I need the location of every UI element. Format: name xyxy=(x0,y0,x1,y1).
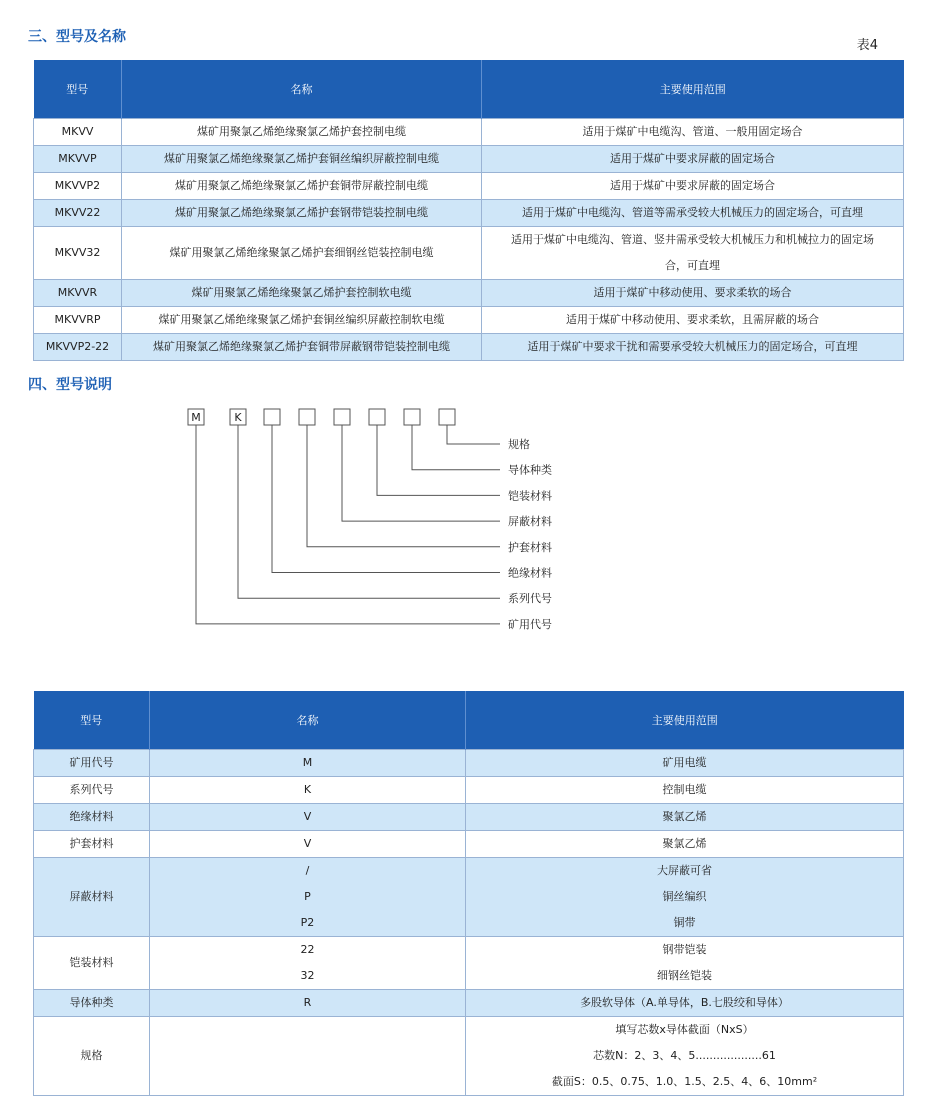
code-label: 系列代号 xyxy=(508,592,552,606)
cell-name: 煤矿用聚氯乙烯绝缘聚氯乙烯护套控制电缆 xyxy=(122,118,482,145)
cell-model: MKVVP xyxy=(34,145,122,172)
header-name: 名称 xyxy=(150,691,466,749)
cell-model: MKVV32 xyxy=(34,226,122,279)
cell-scope: 适用于煤矿中移动使用、要求柔软的场合 xyxy=(482,279,904,306)
cell-desc: 铜带 xyxy=(673,915,696,929)
table-header-row xyxy=(34,691,904,749)
table-row xyxy=(34,776,904,803)
cell-scope: 适用于煤矿中要求屏蔽的固定场合 xyxy=(482,172,904,199)
cell-code xyxy=(150,1069,465,1095)
table-number-label: 表4 xyxy=(856,38,878,53)
leader-line xyxy=(342,425,500,521)
table-row xyxy=(34,830,904,857)
cell-item: 导体种类 xyxy=(34,989,150,1016)
cell-code: M xyxy=(302,755,313,769)
code-box xyxy=(299,409,315,425)
cell-code: K xyxy=(303,782,312,796)
cell-model: MKVV xyxy=(34,118,122,145)
cell-desc: 截面S：0.5、0.75、1.0、1.5、2.5、4、6、10mm² xyxy=(551,1074,818,1088)
cell-desc-group xyxy=(466,857,904,936)
cell-desc: 控制电缆 xyxy=(662,782,707,796)
code-box xyxy=(404,409,420,425)
cell-code: V xyxy=(303,836,312,850)
cell-code: P2 xyxy=(300,915,315,929)
code-box-letter: K xyxy=(234,411,242,424)
cell-desc-group xyxy=(466,1016,904,1095)
header-scope: 主要使用范围 xyxy=(466,691,904,749)
cell-code xyxy=(150,1017,465,1043)
cell-name: 煤矿用聚氯乙烯绝缘聚氯乙烯护套铜带屏蔽钢带铠装控制电缆 xyxy=(122,333,482,360)
cell-code: / xyxy=(305,863,310,877)
cell-name: 煤矿用聚氯乙烯绝缘聚氯乙烯护套铜带屏蔽控制电缆 xyxy=(122,172,482,199)
header-scope: 主要使用范围 xyxy=(482,60,904,118)
code-label: 绝缘材料 xyxy=(508,566,552,580)
table-row xyxy=(34,333,904,360)
cell-name: 煤矿用聚氯乙烯绝缘聚氯乙烯护套钢带铠装控制电缆 xyxy=(122,199,482,226)
section-3-title: 三、型号及名称 xyxy=(28,29,126,45)
cell-desc: 聚氯乙烯 xyxy=(662,809,707,823)
cell-desc: 芯数N：2、3、4、5...................61 xyxy=(593,1048,776,1062)
cell-code-group xyxy=(150,830,466,857)
cell-model: MKVVRP xyxy=(34,306,122,333)
cell-model: MKVVP2 xyxy=(34,172,122,199)
model-code-diagram xyxy=(0,400,940,640)
cell-desc-group xyxy=(466,776,904,803)
table-row xyxy=(34,749,904,776)
cell-desc-group xyxy=(466,830,904,857)
cell-code-group xyxy=(150,749,466,776)
leader-line xyxy=(412,425,500,470)
model-code-table xyxy=(33,691,904,1096)
cell-scope: 适用于煤矿中要求干扰和需要承受较大机械压力的固定场合，可直埋 xyxy=(482,333,904,360)
cell-desc: 聚氯乙烯 xyxy=(662,836,707,850)
cell-scope: 适用于煤矿中电缆沟、管道、竖井需承受较大机械压力和机械拉力的固定场合，可直埋 xyxy=(482,226,904,279)
cell-scope: 适用于煤矿中移动使用、要求柔软，且需屏蔽的场合 xyxy=(482,306,904,333)
cell-desc-group xyxy=(466,989,904,1016)
cell-code-group xyxy=(150,776,466,803)
table-row xyxy=(34,803,904,830)
cell-code: P xyxy=(304,889,311,903)
code-label: 屏蔽材料 xyxy=(508,515,552,529)
cell-name: 煤矿用聚氯乙烯绝缘聚氯乙烯护套细钢丝铠装控制电缆 xyxy=(122,226,482,279)
table-row xyxy=(34,279,904,306)
code-label: 矿用代号 xyxy=(508,617,552,631)
cell-code-group xyxy=(150,1016,466,1095)
leader-line xyxy=(377,425,500,495)
cell-desc: 填写芯数x导体截面（NxS） xyxy=(615,1022,754,1036)
cell-scope: 适用于煤矿中电缆沟、管道等需承受较大机械压力的固定场合，可直埋 xyxy=(482,199,904,226)
cell-desc: 多股软导体（A.单导体，B.七股绞和导体） xyxy=(580,995,789,1009)
leader-line xyxy=(196,425,500,624)
table-row xyxy=(34,989,904,1016)
cell-scope: 适用于煤矿中要求屏蔽的固定场合 xyxy=(482,145,904,172)
section-4-title: 四、型号说明 xyxy=(28,377,112,393)
cell-desc: 大屏蔽可省 xyxy=(657,863,712,877)
cell-desc-group xyxy=(466,749,904,776)
cell-desc-group xyxy=(466,803,904,830)
table-row xyxy=(34,936,904,989)
table-row xyxy=(34,857,904,936)
cell-model: MKVV22 xyxy=(34,199,122,226)
table-row xyxy=(34,1016,904,1095)
cell-name: 煤矿用聚氯乙烯绝缘聚氯乙烯护套控制软电缆 xyxy=(122,279,482,306)
table-row xyxy=(34,118,904,145)
code-label: 规格 xyxy=(508,438,530,451)
code-box xyxy=(369,409,385,425)
table-row xyxy=(34,172,904,199)
cell-item: 规格 xyxy=(34,1016,150,1095)
header-model: 型号 xyxy=(34,691,150,749)
code-label: 导体种类 xyxy=(508,463,552,477)
code-box-letter: M xyxy=(191,411,201,424)
cell-item: 屏蔽材料 xyxy=(34,857,150,936)
cell-model: MKVVP2-22 xyxy=(34,333,122,360)
cell-code-group xyxy=(150,803,466,830)
cell-code-group xyxy=(150,857,466,936)
header-model: 型号 xyxy=(34,60,122,118)
model-name-table xyxy=(33,60,904,361)
leader-line xyxy=(272,425,500,573)
cell-model: MKVVR xyxy=(34,279,122,306)
cell-code: 22 xyxy=(300,942,315,956)
cell-desc: 矿用电缆 xyxy=(662,755,707,769)
cell-desc: 钢带铠装 xyxy=(662,942,707,956)
table-header-row xyxy=(34,60,904,118)
cell-desc: 细钢丝铠装 xyxy=(657,968,712,982)
table-row xyxy=(34,199,904,226)
cell-code: R xyxy=(303,995,312,1009)
code-box xyxy=(264,409,280,425)
cell-name: 煤矿用聚氯乙烯绝缘聚氯乙烯护套铜丝编织屏蔽控制软电缆 xyxy=(122,306,482,333)
cell-code: 32 xyxy=(300,968,315,982)
code-label: 铠装材料 xyxy=(508,489,552,503)
code-label: 护套材料 xyxy=(508,540,552,554)
code-box xyxy=(334,409,350,425)
cell-item: 护套材料 xyxy=(34,830,150,857)
cell-scope: 适用于煤矿中电缆沟、管道、一般用固定场合 xyxy=(482,118,904,145)
table-row xyxy=(34,306,904,333)
cell-code xyxy=(150,1043,465,1069)
table-row xyxy=(34,145,904,172)
cell-code-group xyxy=(150,989,466,1016)
leader-line xyxy=(307,425,500,547)
cell-item: 矿用代号 xyxy=(34,749,150,776)
cell-item: 铠装材料 xyxy=(34,936,150,989)
code-box xyxy=(439,409,455,425)
cell-code-group xyxy=(150,936,466,989)
cell-item: 系列代号 xyxy=(34,776,150,803)
cell-desc-group xyxy=(466,936,904,989)
cell-desc: 铜丝编织 xyxy=(662,889,707,903)
table-row xyxy=(34,226,904,279)
leader-line xyxy=(447,425,500,444)
cell-item: 绝缘材料 xyxy=(34,803,150,830)
cell-name: 煤矿用聚氯乙烯绝缘聚氯乙烯护套铜丝编织屏蔽控制电缆 xyxy=(122,145,482,172)
cell-code: V xyxy=(303,809,312,823)
header-name: 名称 xyxy=(122,60,482,118)
